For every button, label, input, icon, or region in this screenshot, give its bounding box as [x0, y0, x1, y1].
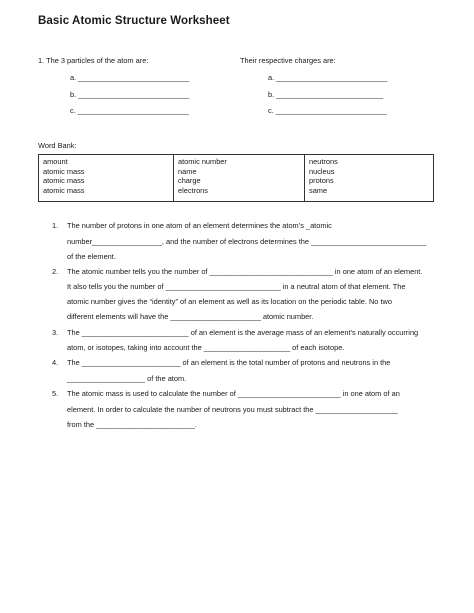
question-4-line-2[interactable]: ___________________ of the atom.: [67, 374, 187, 383]
question-2-line-1[interactable]: The atomic number tells you the number of ______________________________ in one atom of an element.: [67, 267, 423, 276]
question-1-number: 1.: [52, 221, 59, 230]
word-bank-column-2: [173, 155, 304, 201]
word-bank-word: nucleus: [309, 166, 335, 176]
word-bank-word: charge: [178, 176, 201, 186]
question-2-line-4[interactable]: different elements will have the ______________________ atomic number.: [67, 312, 314, 321]
question-5-line-1[interactable]: The atomic mass is used to calculate the number of _________________________ in one atom of an: [67, 389, 400, 398]
question-1-line-1: The number of protons in one atom of an element determines the atom’s _atomic: [67, 221, 332, 230]
page-title: Basic Atomic Structure Worksheet: [38, 15, 230, 27]
word-bank-word: atomic mass: [43, 185, 85, 195]
word-bank-word: amount: [43, 157, 68, 166]
question-2-line-2[interactable]: It also tells you the number of ____________________________ in a neutral atom of that element. The: [67, 282, 406, 291]
question-3-line-1[interactable]: The __________________________ of an element is the average mass of an element’s naturally occurring: [67, 328, 419, 337]
word-bank-column-3: [304, 155, 433, 201]
question-4-line-1[interactable]: The ________________________ of an element is the total number of protons and neutrons in the: [67, 358, 391, 367]
word-bank-word: same: [309, 185, 328, 195]
question-1-line-2[interactable]: number_________________, and the number of electrons determines the ____________________________: [67, 237, 427, 246]
charges-prompt: Their respective charges are:: [240, 56, 336, 65]
word-bank-label: Word Bank:: [38, 141, 77, 150]
word-bank-word: neutrons: [309, 157, 338, 166]
word-bank-word: name: [178, 166, 197, 176]
question-5-line-3[interactable]: from the ________________________.: [67, 420, 197, 429]
particles-prompt: 1. The 3 particles of the atom are:: [38, 56, 149, 65]
question-5-number: 5.: [52, 389, 59, 398]
word-bank-word: protons: [309, 176, 334, 186]
particle-blank-b[interactable]: b. ___________________________: [70, 90, 190, 99]
charge-blank-c[interactable]: c. ___________________________: [268, 106, 387, 115]
word-bank-word: atomic mass: [43, 176, 85, 186]
particle-blank-a[interactable]: a. ___________________________: [70, 73, 190, 82]
charge-blank-a[interactable]: a. ___________________________: [268, 73, 388, 82]
word-bank-word: atomic number: [178, 157, 227, 166]
word-bank-column-1: [39, 155, 173, 201]
charge-blank-b[interactable]: b. __________________________: [268, 90, 384, 99]
question-5-line-2[interactable]: element. In order to calculate the number of neutrons you must subtract the ____________________: [67, 405, 398, 414]
question-3-line-2[interactable]: atom, or isotopes, taking into account the _____________________ of each isotope.: [67, 343, 345, 352]
word-bank-table: [38, 154, 434, 202]
word-bank-word: atomic mass: [43, 166, 85, 176]
word-bank-word: electrons: [178, 185, 208, 195]
question-1-line-3: of the element.: [67, 252, 116, 261]
question-3-number: 3.: [52, 328, 59, 337]
question-2-number: 2.: [52, 267, 59, 276]
question-4-number: 4.: [52, 358, 59, 367]
particle-blank-c[interactable]: c. ___________________________: [70, 106, 189, 115]
question-2-line-3: atomic number gives the “identity” of an element as well as its location on the periodic table. No two: [67, 297, 392, 306]
